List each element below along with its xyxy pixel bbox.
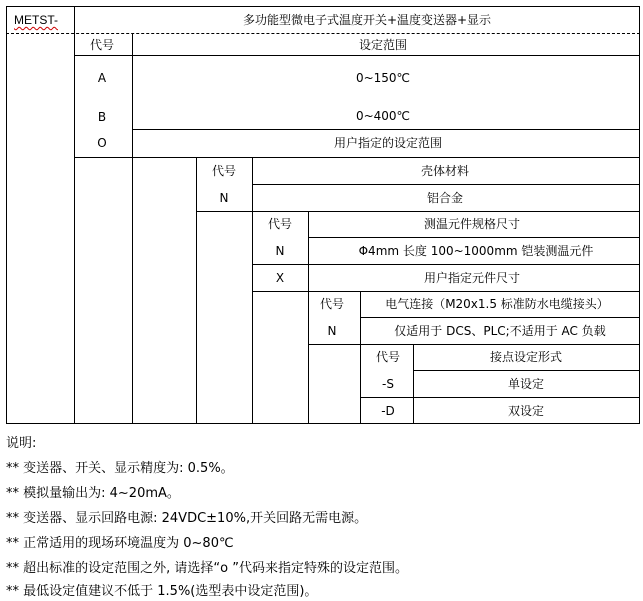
range-code-a: A — [97, 71, 107, 85]
table-line — [6, 33, 640, 34]
electrical-value-n: 仅适用于 DCS、PLC;不适用于 AC 负载 — [394, 324, 606, 338]
shell-title: 壳体材料 — [420, 164, 470, 178]
note-item: ** 正常适用的现场环境温度为 0~80℃ — [6, 536, 234, 551]
table-line — [413, 370, 640, 371]
table-title: 多功能型微电子式温度开关+温度变送器+显示 — [242, 13, 492, 27]
table-line — [308, 211, 309, 424]
table-line — [196, 211, 640, 212]
sensor-code-x: X — [275, 271, 285, 285]
table-line — [413, 344, 414, 424]
range-value-a: 0~150℃ — [355, 71, 411, 85]
sensor-value-x: 用户指定元件尺寸 — [423, 271, 521, 285]
note-item: ** 最低设定值建议不低于 1.5%(选型表中设定范围)。 — [6, 584, 318, 599]
table-line — [252, 291, 640, 292]
table-line — [132, 33, 133, 424]
range-code-header: 代号 — [89, 38, 115, 52]
table-line — [360, 397, 640, 398]
range-code-o: O — [97, 136, 107, 150]
sensor-code-n: N — [275, 244, 285, 258]
contact-code-s: -S — [382, 377, 394, 391]
table-line — [308, 344, 640, 345]
model-prefix: METST- — [14, 13, 58, 27]
sensor-value-n: Φ4mm 长度 100~1000mm 铠装测温元件 — [358, 244, 594, 258]
note-item: ** 变送器、开关、显示精度为: 0.5%。 — [6, 461, 234, 476]
sensor-title: 测温元件规格尺寸 — [423, 217, 521, 231]
electrical-code-n: N — [327, 324, 337, 338]
contact-code-d: -D — [381, 404, 395, 418]
range-value-b: 0~400℃ — [355, 109, 411, 123]
table-line — [252, 184, 640, 185]
notes-heading: 说明: — [6, 436, 37, 451]
shell-code-header: 代号 — [211, 164, 237, 178]
contact-title: 接点设定形式 — [489, 350, 563, 364]
range-header: 设定范围 — [358, 38, 408, 52]
electrical-code-header: 代号 — [319, 297, 345, 311]
table-line — [196, 157, 197, 424]
table-border-right — [639, 6, 640, 424]
electrical-title: 电气连接（M20x1.5 标准防水电缆接头） — [385, 297, 609, 311]
shell-value-n: 铝合金 — [426, 191, 464, 205]
table-line — [360, 317, 640, 318]
note-item: ** 模拟量输出为: 4~20mA。 — [6, 486, 180, 501]
contact-code-header: 代号 — [375, 350, 401, 364]
contact-value-d: 双设定 — [507, 404, 545, 418]
sensor-code-header: 代号 — [267, 217, 293, 231]
table-line — [6, 6, 640, 7]
table-line — [132, 129, 640, 130]
table-line — [74, 55, 640, 56]
note-item: ** 变送器、显示回路电源: 24VDC±10%,开关回路无需电源。 — [6, 511, 368, 526]
range-code-b: B — [97, 110, 107, 124]
note-item: ** 超出标准的设定范围之外, 请选择“o ”代码来指定特殊的设定范围。 — [6, 561, 408, 576]
table-line — [74, 157, 640, 158]
shell-code-n: N — [219, 191, 229, 205]
range-value-o: 用户指定的设定范围 — [333, 136, 443, 150]
contact-value-s: 单设定 — [507, 377, 545, 391]
table-line — [360, 291, 361, 424]
table-line — [252, 264, 640, 265]
table-line — [308, 237, 640, 238]
table-line — [74, 6, 75, 424]
table-line — [6, 423, 640, 424]
table-border-left — [6, 6, 7, 424]
